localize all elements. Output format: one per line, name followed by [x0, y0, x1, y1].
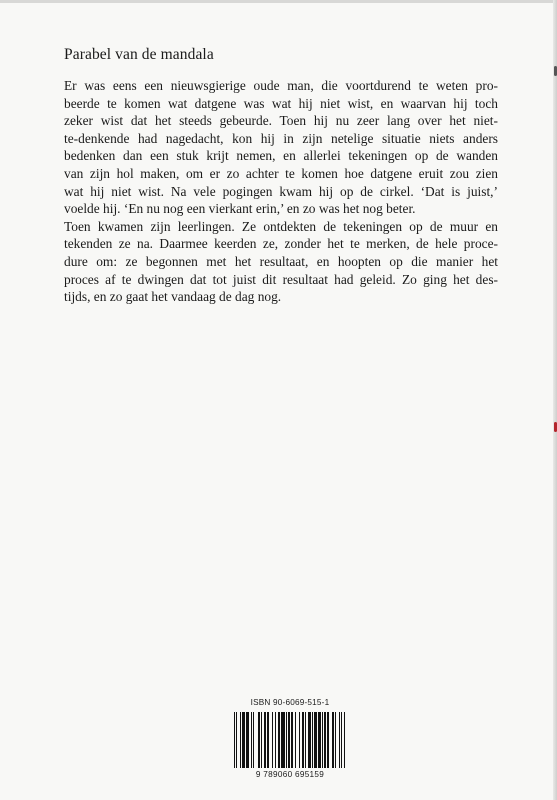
text-line: voelde hij. ‘En nu nog een vierkant erin,’ en zo was het nog beter.: [64, 201, 416, 217]
isbn-label: ISBN 90-6069-515-1: [250, 698, 330, 707]
barcode-bar: [344, 712, 345, 768]
text-line: wat hij niet wist. Na vele pogingen kwam hij op de cirkel. ‘Dat is juist,’: [64, 183, 498, 199]
cover-spine-edge: [553, 0, 557, 800]
paragraph-1: [64, 77, 498, 218]
text-line: beerde te komen wat datgene was wat hij niet wist, en waarvan hij toch: [64, 95, 498, 111]
barcode-digits: 9 789060 695159: [255, 770, 325, 779]
text-line: van zijn hol maken, om er zo achter te komen hoe datgene eruit zou zien: [64, 165, 498, 181]
cover-top-edge: [0, 0, 557, 3]
paragraph-2: [64, 218, 498, 306]
isbn-barcode-block: [228, 698, 352, 786]
text-title: Parabel van de mandala: [64, 46, 214, 63]
text-line: tijds, en zo gaat het vandaag de dag nog.: [64, 289, 282, 305]
text-line: Er was eens een nieuwsgierige oude man, die voortdurend te weten pro-: [64, 78, 498, 93]
text-line: zeker wist dat het steeds gebeurde. Toen hij nu zeer lang over het niet-: [64, 113, 498, 129]
text-line: proces af te dwingen dat tot juist dit resultaat had geleid. Zo ging het des-: [64, 271, 498, 287]
barcode-image: [234, 712, 346, 768]
text-line: te-denkende had nagedacht, kon hij in zijn netelige situatie niets anders: [64, 130, 498, 146]
text-line: dure om: ze begonnen met het resultaat, en hoopten op die manier het: [64, 253, 498, 269]
text-line: tekenden ze na. Daarmee keerden ze, zonder het te merken, de hele proce-: [64, 236, 498, 252]
text-line: bedenken dan een stuk krijt nemen, en allerlei tekeningen op de wanden: [64, 148, 498, 164]
text-line: Toen kwamen zijn leerlingen. Ze ontdekten de tekeningen op de muur en: [64, 218, 498, 234]
body-text: [64, 77, 498, 306]
